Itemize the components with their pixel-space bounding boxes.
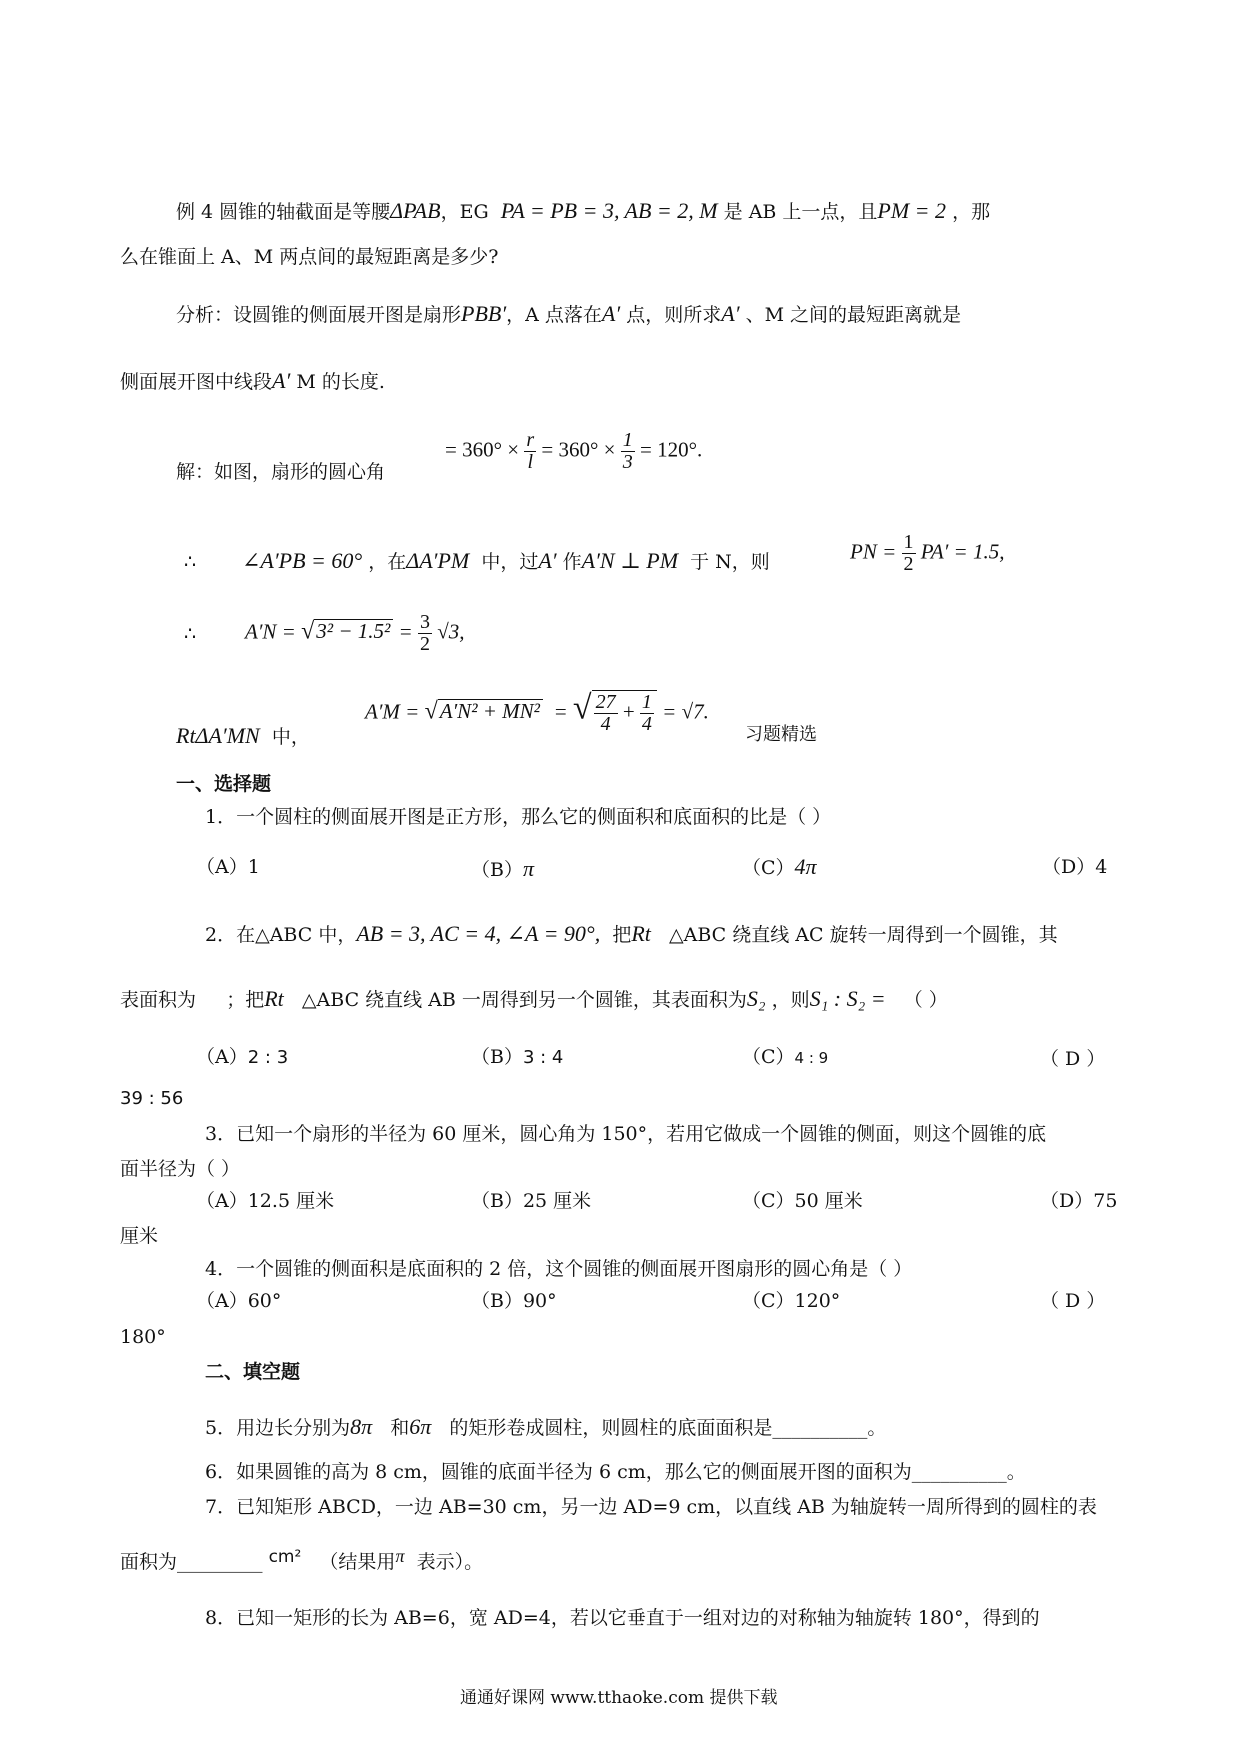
frac-bottom: 2 <box>903 553 914 575</box>
q1-option-b <box>471 858 534 880</box>
exercises-heading: 习题精选 <box>745 724 817 745</box>
step1-text-3: 作 <box>562 551 582 573</box>
step-2-line <box>245 612 465 655</box>
analysis-line-1 <box>176 303 961 325</box>
analysis-text-4: 、M 之间的最短距离就是 <box>745 304 962 326</box>
question-7-line-1: 7．已知矩形 ABCD，一边 AB=30 cm，另一边 AD=9 cm，以直线 AB 为轴旋转一周所得到的圆柱的表 <box>205 1496 1097 1518</box>
question-5 <box>205 1416 886 1438</box>
math-pm: PM = 2 <box>877 198 947 223</box>
fraction-half <box>902 532 916 575</box>
frac-top: 1 <box>622 429 633 451</box>
math-4pi: 4π <box>794 854 817 879</box>
question-8: 8．已知一矩形的长为 AB=6，宽 AD=4，若以它垂直于一组对边的对称轴为轴旋转 180°，得到的 <box>205 1607 1040 1629</box>
section-fill-heading: 二、填空题 <box>205 1361 301 1383</box>
math-6pi: 6π <box>409 1414 432 1439</box>
analysis-text-5: 侧面展开图中线段 <box>120 371 273 393</box>
option-label: （B） <box>471 859 523 881</box>
math-sector: PBB′ <box>461 301 507 326</box>
text-mid: 是 AB 上一点，且 <box>723 201 878 223</box>
q2-text-3: △ABC 绕直线 AC 旋转一周得到一个圆锥，其 <box>669 924 1058 946</box>
formula-part-2: = 360° × <box>541 437 616 462</box>
math-ratio-b: 3 : 4 <box>522 1047 564 1068</box>
frac-bottom: 4 <box>641 713 652 735</box>
q1-option-d: （D）4 <box>1042 856 1108 878</box>
q4-option-b: （B）90° <box>471 1290 557 1312</box>
sqrt-icon: √ <box>572 689 592 727</box>
q2-option-d-value: 39 : 56 <box>120 1088 184 1109</box>
q2-text-5: ；把 <box>226 989 265 1011</box>
frac-bottom: 4 <box>600 713 611 735</box>
step1-text-4: 于 N，则 <box>690 551 770 573</box>
question-3-line-1: 3．已知一个扇形的半径为 60 厘米，圆心角为 150°，若用它做成一个圆锥的侧面，则这个圆锥的底 <box>205 1123 1047 1145</box>
option-label: （B） <box>471 1046 523 1068</box>
frac-top: 27 <box>595 691 616 713</box>
analysis-line-2 <box>120 370 385 392</box>
math-a-prime-2: A′ <box>721 301 740 326</box>
math-equals: = <box>398 619 413 644</box>
step-1-pn <box>850 532 1004 575</box>
math-rt: Rt <box>631 921 651 946</box>
math-pi-q7: π <box>395 1546 405 1566</box>
q2-option-c <box>742 1048 828 1067</box>
step-3-formula <box>365 690 709 735</box>
step-1-line <box>242 550 770 572</box>
question-3-line-2: 面半径为（ ） <box>120 1158 241 1180</box>
question-1: 1．一个圆柱的侧面展开图是正方形，那么它的侧面积和底面积的比是（ ） <box>205 806 832 828</box>
analysis-text-6: M 的长度. <box>296 371 385 393</box>
math-plus: + <box>622 699 635 724</box>
math-pi: π <box>522 856 534 881</box>
analysis-text-1: 分析：设圆锥的侧面展开图是扇形 <box>176 304 462 326</box>
option-label: （A） <box>196 1046 248 1068</box>
math-am: A′M = <box>365 699 420 724</box>
question-2-line-1 <box>205 923 1058 945</box>
example-title: 例 4 圆锥的轴截面是等腰 <box>176 201 391 223</box>
sqrt-icon: √ <box>301 618 315 645</box>
math-rt-triangle: RtΔA′MN <box>176 723 260 748</box>
example-line-1 <box>176 200 990 222</box>
step-3-rt <box>176 725 310 747</box>
math-sqrt3: √3, <box>437 619 465 644</box>
math-8pi: 8π <box>350 1414 373 1439</box>
math-an: A′N = <box>245 619 296 644</box>
solution-label: 解：如图，扇形的圆心角 <box>176 461 386 483</box>
math-a-prime: A′ <box>601 301 621 326</box>
radicand-fractions <box>592 690 657 735</box>
therefore-symbol-2: ∴ <box>184 623 197 645</box>
q2-text-4: 表面积为 <box>120 989 197 1011</box>
fraction-1-4 <box>640 692 654 735</box>
q3-option-c: （C）50 厘米 <box>742 1190 863 1212</box>
question-2-line-2 <box>120 988 948 1010</box>
math-given: PA = PB = 3, AB = 2, M <box>500 198 718 223</box>
math-a-prime-4: A′ <box>538 548 557 573</box>
sqrt-icon: √ <box>424 698 438 725</box>
q2-text-6: △ABC 绕直线 AB 一周得到另一个圆锥，其表面积为 <box>301 989 747 1011</box>
q2-option-d: （ D ） <box>1040 1048 1106 1070</box>
q5-text-3: 的矩形卷成圆柱，则圆柱的底面面积是__________。 <box>449 1417 887 1439</box>
fraction-three-halves <box>418 612 432 655</box>
math-angle: ∠A′PB = 60° <box>242 548 363 573</box>
analysis-text-3: 点，则所求 <box>626 304 722 326</box>
fraction-one-third <box>621 430 635 473</box>
math-ratio-c: 4 : 9 <box>794 1049 829 1067</box>
frac-top: 1 <box>903 531 914 553</box>
frac-top: 1 <box>641 691 652 713</box>
analysis-text-2: ，A 点落在 <box>506 304 602 326</box>
q2-text-1: 2．在△ABC 中， <box>205 924 357 946</box>
option-label: （C） <box>742 1046 795 1068</box>
page-footer: 通通好课网 www.tthaoke.com 提供下载 <box>460 1688 778 1708</box>
math-pn: PN = <box>850 539 897 564</box>
q3-option-b: （B）25 厘米 <box>471 1190 592 1212</box>
question-4-line-1: 4．一个圆锥的侧面积是底面积的 2 倍，这个圆锥的侧面展开图扇形的圆心角是（ ） <box>205 1258 913 1280</box>
step1-text-1: ，在 <box>368 551 407 573</box>
math-pa-prime: PA′ = 1.5, <box>920 539 1005 564</box>
q2-text-7: ，则 <box>771 989 810 1011</box>
solution-formula <box>445 430 702 473</box>
q7-text-1: 面积为_________ <box>120 1551 263 1573</box>
q7-text-2: （结果用 <box>319 1551 396 1573</box>
frac-bottom: l <box>527 451 534 473</box>
q2-text-2: 把 <box>612 924 632 946</box>
math-equals: = <box>553 699 568 724</box>
q4-option-d-value: 180° <box>120 1326 166 1348</box>
math-s2: S₂ <box>746 986 766 1011</box>
therefore-symbol-1: ∴ <box>184 551 197 573</box>
q5-text-1: 5．用边长分别为 <box>205 1417 351 1439</box>
formula-part-3: = 120°. <box>639 437 703 462</box>
math-perpendicular: A′N ⊥ PM <box>581 548 679 573</box>
math-a-prime-3: A′ <box>272 368 291 393</box>
question-6: 6．如果圆锥的高为 8 cm，圆锥的底面半径为 6 cm，那么它的侧面展开图的面积为__________。 <box>205 1461 1026 1483</box>
option-label: （C） <box>742 857 795 879</box>
math-triangle-pab: ΔPAB <box>390 198 441 223</box>
formula-part-1: = 360° × <box>445 437 520 462</box>
text-suffix: ，那 <box>952 201 991 223</box>
math-given-q2: AB = 3, AC = 4, ∠A = 90°, <box>356 921 601 946</box>
radicand: 3² − 1.5² <box>314 619 393 642</box>
math-rt-2: Rt <box>264 986 284 1011</box>
q3-option-d-unit: 厘米 <box>120 1225 159 1247</box>
frac-bottom: 2 <box>419 633 430 655</box>
q1-option-c <box>742 856 817 878</box>
q2-option-b <box>471 1048 563 1067</box>
q1-option-a: （A）1 <box>196 856 260 878</box>
step3-text-1: 中， <box>271 726 310 748</box>
math-ratio: S₁ : S₂ = <box>809 986 886 1011</box>
frac-bottom: 3 <box>622 451 633 473</box>
q7-text-3: 表示）。 <box>416 1551 484 1573</box>
section-choice-heading: 一、选择题 <box>176 773 272 795</box>
unit-cm2: cm² <box>268 1547 302 1567</box>
q5-text-2: 和 <box>390 1417 410 1439</box>
q4-option-c: （C）120° <box>742 1290 841 1312</box>
q2-bracket: （ ） <box>903 989 948 1011</box>
separator-text: ，EG <box>440 201 489 223</box>
q3-option-a: （A）12.5 厘米 <box>196 1190 335 1212</box>
radicand: A′N² + MN² <box>438 699 543 722</box>
frac-top: 3 <box>419 611 430 633</box>
step1-text-2: 中，过 <box>481 551 539 573</box>
example-line-2: 么在锥面上 A、M 两点间的最短距离是多少? <box>120 246 499 268</box>
q4-option-d: （ D ） <box>1040 1290 1106 1312</box>
math-triangle-apm: ΔA′PM <box>406 548 470 573</box>
frac-top: r <box>526 429 535 451</box>
math-ratio-a: 2 : 3 <box>247 1047 289 1068</box>
fraction-27-4 <box>594 692 618 735</box>
q3-option-d: （D）75 <box>1040 1190 1118 1212</box>
question-7-line-2 <box>120 1546 484 1573</box>
fraction-r-over-l <box>524 430 536 473</box>
math-sqrt7: = √7. <box>662 699 709 724</box>
q2-option-a <box>196 1048 288 1067</box>
q4-option-a: （A）60° <box>196 1290 282 1312</box>
